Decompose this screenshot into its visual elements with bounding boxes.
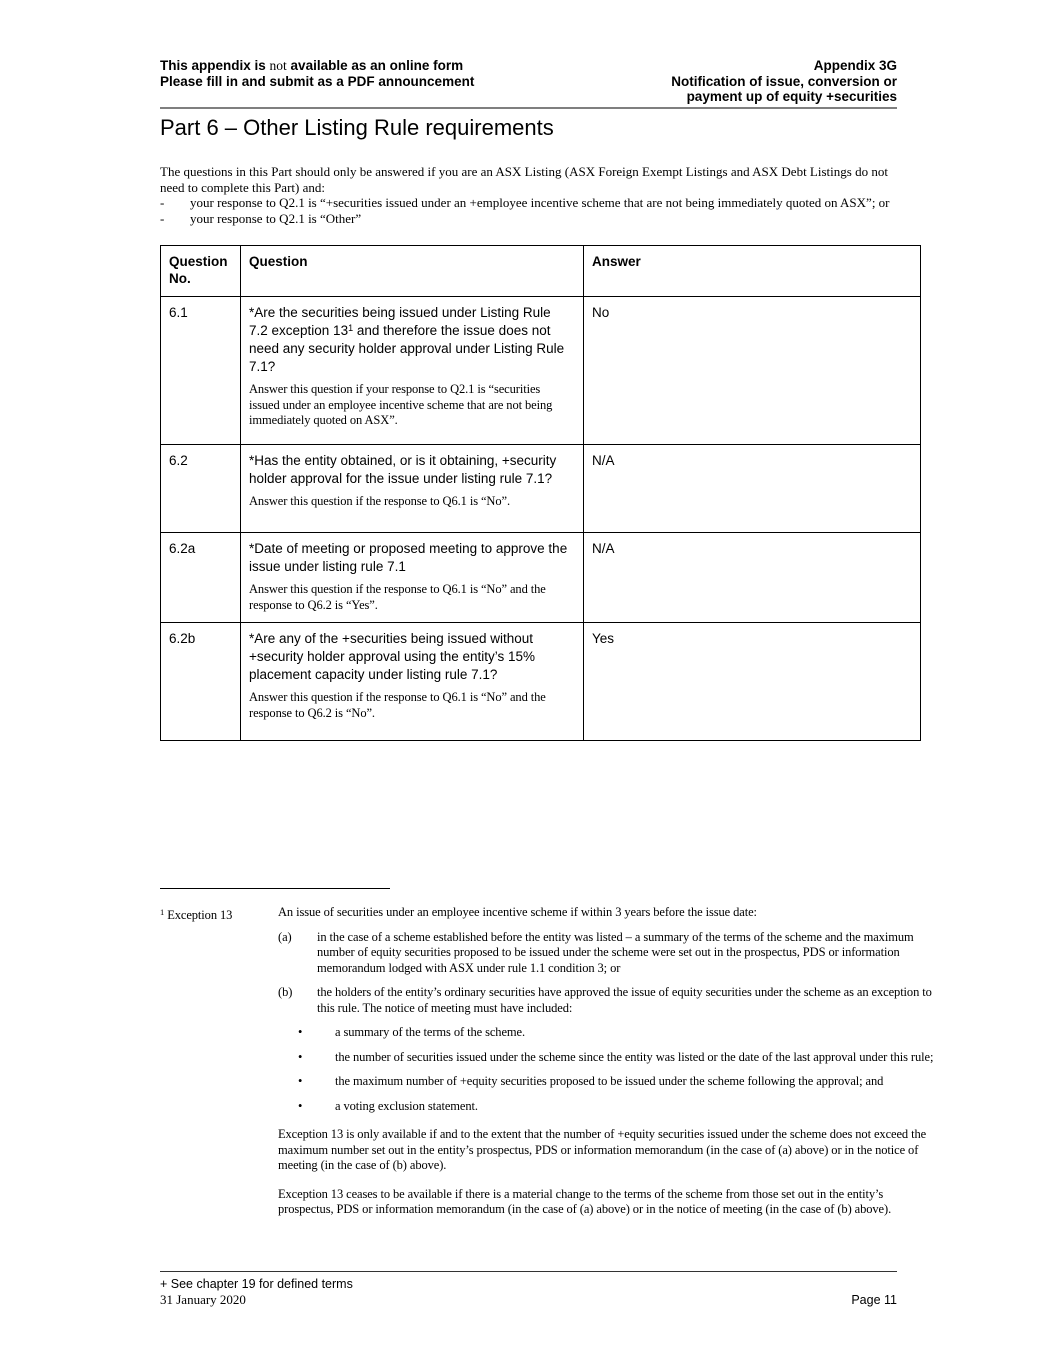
question-table <box>160 245 921 741</box>
question-note: Answer this question if your response to Q2.1 is “securities issued under an employee incentive scheme that are not being immediately quoted on ASX”. <box>249 382 553 427</box>
appendix-title-line1: Notification of issue, conversion or <box>671 73 897 89</box>
footnote-label <box>160 905 278 1218</box>
page-title: Part 6 – Other Listing Rule requirements <box>160 115 554 140</box>
question-text: *Date of meeting or proposed meeting to approve the issue under listing rule 7.1 <box>249 541 568 574</box>
question-number: 6.2 <box>161 445 241 533</box>
column-header-question-no: Question No. <box>161 246 241 297</box>
header-left-line2: Please fill in and submit as a PDF announcement <box>160 73 475 89</box>
footnote-bullet-item <box>298 1074 938 1090</box>
bullet-icon: • <box>298 1074 303 1088</box>
footnote-bullet-text: a summary of the terms of the scheme. <box>335 1025 525 1039</box>
answer-value: Yes <box>584 623 921 741</box>
question-text <box>249 304 573 376</box>
footnote-bullet-text: the maximum number of +equity securities proposed to be issued under the scheme following the approval; and <box>335 1074 884 1088</box>
bullet-icon: • <box>298 1098 303 1113</box>
footnote-paragraph: Exception 13 ceases to be available if there is a material change to the terms of the scheme from those set out in the entity’s prospectus, PDS or information memorandum (in the case of (a) above) or in the notice of meeting (in the case of (b) above). <box>278 1186 892 1216</box>
footnote-row <box>160 905 938 1218</box>
answer-value: N/A <box>584 445 921 533</box>
footnote-separator <box>160 888 390 889</box>
list-marker-a: (a) <box>278 929 292 944</box>
page-footer <box>160 1271 897 1308</box>
footnote-list-item <box>278 985 938 1016</box>
footnote-reference: 1 <box>348 323 354 333</box>
header-left-line1 <box>160 58 474 74</box>
intro-item-text: your response to Q2.1 is “+securities issued under an +employee incentive scheme that are not being immediately quoted on ASX”; or <box>190 195 890 211</box>
header-left-line1-post: available as an online form <box>286 58 464 73</box>
answer-value: No <box>584 297 921 445</box>
question-text-pre: *Are the securities being issued under Listing Rule 7.2 exception 13 <box>249 305 551 338</box>
dash-marker: - <box>160 210 165 226</box>
footnote-item-text: the holders of the entity’s ordinary securities have approved the issue of equity securities under the scheme as an exception to this rule. The notice of meeting must have included: <box>317 985 932 1015</box>
page-header <box>160 58 897 109</box>
footnote-marker: 1 <box>160 907 165 917</box>
dash-marker: - <box>160 195 165 211</box>
table-row <box>161 297 921 445</box>
footer-bottom-row <box>160 1292 897 1308</box>
intro-block <box>160 164 902 226</box>
intro-item-text: your response to Q2.1 is “Other” <box>190 210 362 226</box>
question-note: Answer this question if the response to Q6.1 is “No” and the response to Q6.2 is “No”. <box>249 690 546 720</box>
header-left-block <box>160 58 474 105</box>
question-number: 6.2a <box>161 533 241 623</box>
appendix-title-line2: payment up of equity +securities <box>686 89 897 104</box>
footnote-section <box>160 888 938 1218</box>
intro-item <box>160 195 902 211</box>
table-row <box>161 623 921 741</box>
footnote-bullet-item <box>298 1099 938 1115</box>
footnote-paragraph: Exception 13 is only available if and to the extent that the number of +equity securities issued under the scheme does not exceed the maximum number set out in the entity’s prospectus, PDS or information memorandum (in the case of (a) above) or in the notice of meeting (in the case of (b) above). <box>278 1127 927 1172</box>
list-marker-b: (b) <box>278 985 293 999</box>
question-note: Answer this question if the response to Q6.1 is “No” and the response to Q6.2 is “Yes”. <box>249 582 546 612</box>
header-right-block <box>671 58 897 105</box>
footnote-intro: An issue of securities under an employee incentive scheme if within 3 years before the issue date: <box>278 905 757 919</box>
table-row <box>161 533 921 623</box>
question-text: *Has the entity obtained, or is it obtaining, +security holder approval for the issue under listing rule 7.1? <box>249 453 557 486</box>
intro-lead: The questions in this Part should only be answered if you are an ASX Listing (ASX Foreign Exempt Listings and ASX Debt Listings do not need to complete this Part) and: <box>160 164 888 195</box>
intro-item <box>160 211 902 227</box>
header-left-line1-not: not <box>269 58 287 73</box>
defined-terms-note: + See chapter 19 for defined terms <box>160 1277 353 1291</box>
footer-date: 31 January 2020 <box>160 1292 246 1307</box>
bullet-icon: • <box>298 1049 303 1064</box>
answer-value: N/A <box>584 533 921 623</box>
question-text: *Are any of the +securities being issued without +security holder approval using the entity’s 15% placement capacity under listing rule 7.1? <box>249 631 536 682</box>
question-note: Answer this question if the response to Q6.1 is “No”. <box>249 494 510 508</box>
table-row <box>161 445 921 533</box>
question-text-post: and therefore the issue does not need any security holder approval under Listing Rule 7.1? <box>249 323 565 374</box>
table-header-row <box>161 246 921 297</box>
appendix-number: Appendix 3G <box>813 58 897 73</box>
bullet-icon: • <box>298 1025 303 1039</box>
footnote-content <box>278 905 938 1218</box>
column-header-question: Question <box>241 246 584 297</box>
footnote-label-text: Exception 13 <box>167 908 233 922</box>
question-number: 6.2b <box>161 623 241 741</box>
column-header-answer: Answer <box>584 246 921 297</box>
footnote-list-item <box>278 930 938 977</box>
footnote-bullet-text: a voting exclusion statement. <box>335 1098 478 1113</box>
header-left-line1-pre: This appendix is <box>160 58 270 73</box>
footnote-item-text: in the case of a scheme established before the entity was listed – a summary of the terms of the scheme and the maximum number of equity securities proposed to be issued under the scheme were set out in the prospectus, PDS or information memorandum lodged with ASX under rule 1.1 condition 3; or <box>317 929 914 975</box>
footnote-bullet-item <box>298 1025 938 1041</box>
footnote-bullet-item <box>298 1050 938 1066</box>
question-number: 6.1 <box>161 297 241 445</box>
footnote-bullet-text: the number of securities issued under the scheme since the entity was listed or the date of the last approval under this rule; <box>335 1049 934 1064</box>
page-number: Page 11 <box>851 1293 897 1307</box>
